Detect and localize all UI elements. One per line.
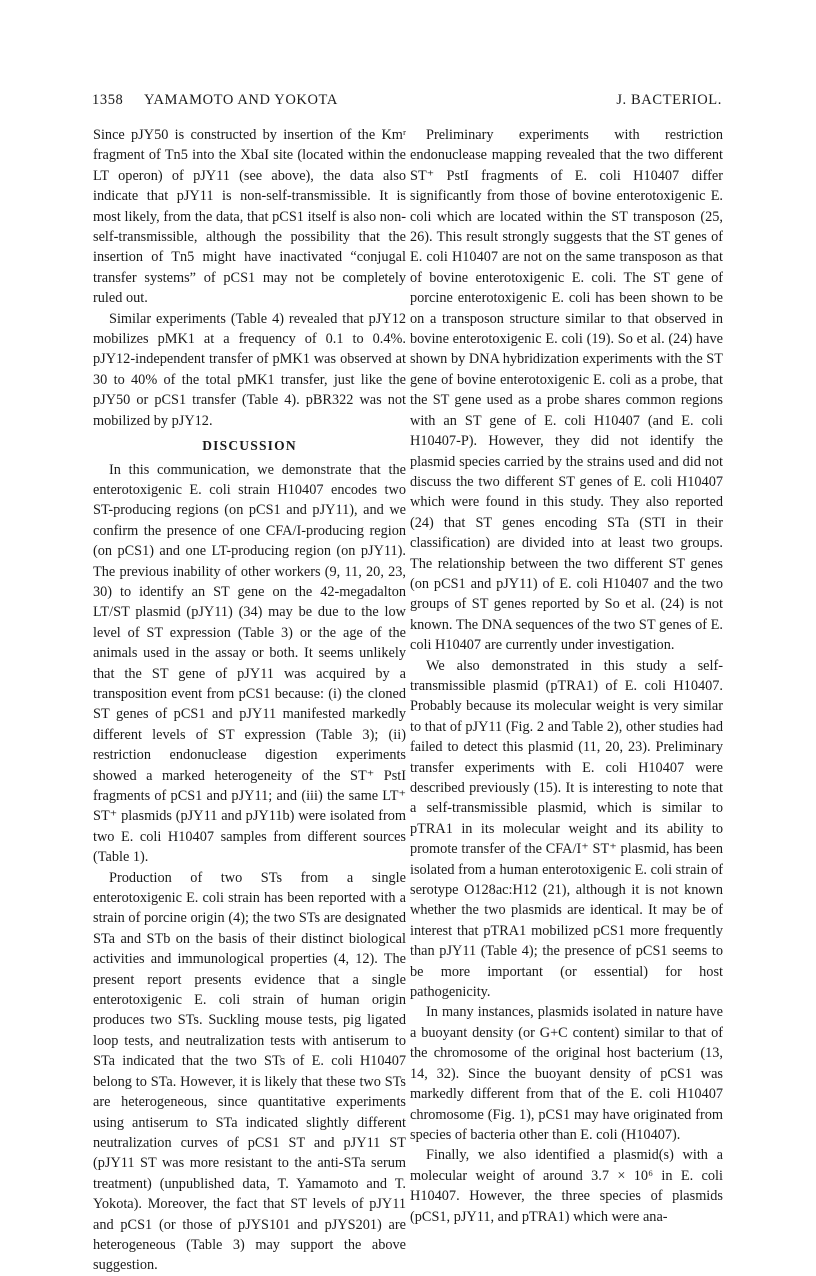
paragraph: Finally, we also identified a plasmid(s) with a molecular weight of around 3.7 × 10⁶ in E. coli H10407. However, the three species of plasmids (pCS1, pJY11, and pTRA1) which were ana- — [410, 1147, 723, 1225]
left-column — [93, 125, 406, 1276]
running-head-authors: YAMAMOTO AND YOKOTA — [144, 92, 338, 108]
journal-name: J. BACTERIOL. — [616, 92, 722, 108]
paragraph: Preliminary experiments with restriction endonuclease mapping revealed that the two different ST⁺ PstI fragments of E. coli H10407 differ significantly from those of bovine enterotoxigenic E. coli which are located within the ST transposon (25, 26). This result strongly suggests that the ST genes of E. coli H10407 are not on the same transposon as that of bovine enterotoxigenic E. coli. The ST gene of porcine enterotoxigenic E. coli has been shown to be on a transposon structure similar to that observed in bovine enterotoxigenic E. coli (19). So et al. (24) have shown by DNA hybridization experiments with the ST gene of bovine enterotoxigenic E. coli as a probe, that the ST gene used as a probe shares common regions with an ST gene of E. coli H10407 (and E. coli H10407-P). However, they did not identify the plasmid species carried by the strains used and did not discuss the two different ST genes of E. coli H10407 which were found in this study. They also reported (24) that ST genes encoding STa (STI in their classification) are divided into at least two groups. The relationship between the two different ST genes (on pCS1 and pJY11) of E. coli H10407 and the two groups of ST genes reported by So et al. (24) is not known. The DNA sequences of the two ST genes of E. coli H10407 are currently under investigation. — [410, 127, 723, 654]
section-heading-discussion: DISCUSSION — [202, 438, 297, 454]
paragraph: Similar experiments (Table 4) revealed that pJY12 mobilizes pMK1 at a frequency of 0.1 to 0.4%. pJY12-independent transfer of pMK1 was observed at 30 to 40% of the total pMK1 transfer, just like the pJY50 or pCS1 transfer (Table 4). pBR322 was not mobilized by pJY12. — [93, 310, 406, 429]
paragraph: Since pJY50 is constructed by insertion of the Kmʳ fragment of Tn5 into the XbaI site (located within the LT operon) of pJY11 (see above), the data also indicate that pJY11 is non-self-transmissible. It is most likely, from the data, that pCS1 itself is also non-self-transmissible, although the possibility that the insertion of Tn5 might have inactivated “conjugal transfer systems” of pCS1 may not be completely ruled out. — [93, 127, 406, 307]
right-column — [410, 125, 723, 1227]
page-header — [92, 92, 722, 112]
paragraph: Production of two STs from a single enterotoxigenic E. coli strain has been reported with a strain of porcine origin (4); the two STs are designated STa and STb on the basis of their distinct biological activities and immunological properties (4, 12). The present report presents evidence that a single enterotoxigenic E. coli strain of human origin produces two STs. Suckling mouse tests, pig ligated loop tests, and neutralization tests with antiserum to STa indicated that the two STs of E. coli H10407 belong to STa. However, it is likely that these two STs are heterogeneous, since quantitative experiments using antiserum to STa indicated slightly different neutralization curves of pCS1 ST and pJY11 ST (pJY11 ST was more resistant to the anti-STa serum treatment) (unpublished data, T. Yamamoto and T. Yokota). Moreover, the fact that ST levels of pJY11 and pCS1 (or those of pJYS101 and pJYS201) are heterogeneous (Table 3) may support the above suggestion. — [93, 869, 406, 1274]
paragraph: In this communication, we demonstrate that the enterotoxigenic E. coli strain H10407 encodes two ST-producing regions (on pCS1 and pJY11), and we confirm the presence of one CFA/I-producing region (on pCS1) and one LT-producing region (on pJY11). The previous inability of other workers (9, 11, 20, 23, 30) to identify an ST gene on the 42-megadalton LT/ST plasmid (pJY11) (34) may be due to the low level of ST expression (Table 3) or the age of the animals used in the assay or both. It seems unlikely that the ST gene of pJY11 was acquired by a transposition event from pCS1 because: (i) the cloned ST genes of pCS1 and pJY11 manifested markedly different levels of ST expression (Table 3); (ii) restriction endonuclease digestion experiments showed a marked heterogeneity of the ST⁺ PstI fragments of pCS1 and pJY11; and (iii) the same LT⁺ ST⁺ plasmids (pJY11 and pJY11b) were isolated from two E. coli H10407 samples from different sources (Table 1). — [93, 461, 406, 866]
paragraph: We also demonstrated in this study a self-transmissible plasmid (pTRA1) of E. coli H10407. Probably because its molecular weight is very similar to that of pJY11 (Fig. 2 and Table 2), other studies had failed to detect this plasmid (11, 20, 23). Preliminary transfer experiments with E. coli H10407 were described previously (15). It is interesting to note that a self-transmissible plasmid, which is similar to pTRA1 in its molecular weight and its ability to promote transfer of the CFA/I⁺ ST⁺ plasmid, has been isolated from a human enterotoxigenic E. coli strain of serotype O128ac:H12 (21), although it is not known whether the two plasmids are identical. It may be of interest that pTRA1 mobilized pCS1 more frequently than pJY11 (Table 4); the presence of pCS1 seems to be more important (or essential) for host pathogenicity. — [410, 657, 723, 1001]
page-number: 1358 — [92, 92, 124, 108]
paragraph: In many instances, plasmids isolated in nature have a buoyant density (or G+C content) similar to that of the chromosome of the original host bacterium (13, 14, 32). Since the buoyant density of pCS1 was markedly different from that of the E. coli H10407 chromosome (Fig. 1), pCS1 may have originated from species of bacteria other than E. coli (H10407). — [410, 1004, 723, 1143]
